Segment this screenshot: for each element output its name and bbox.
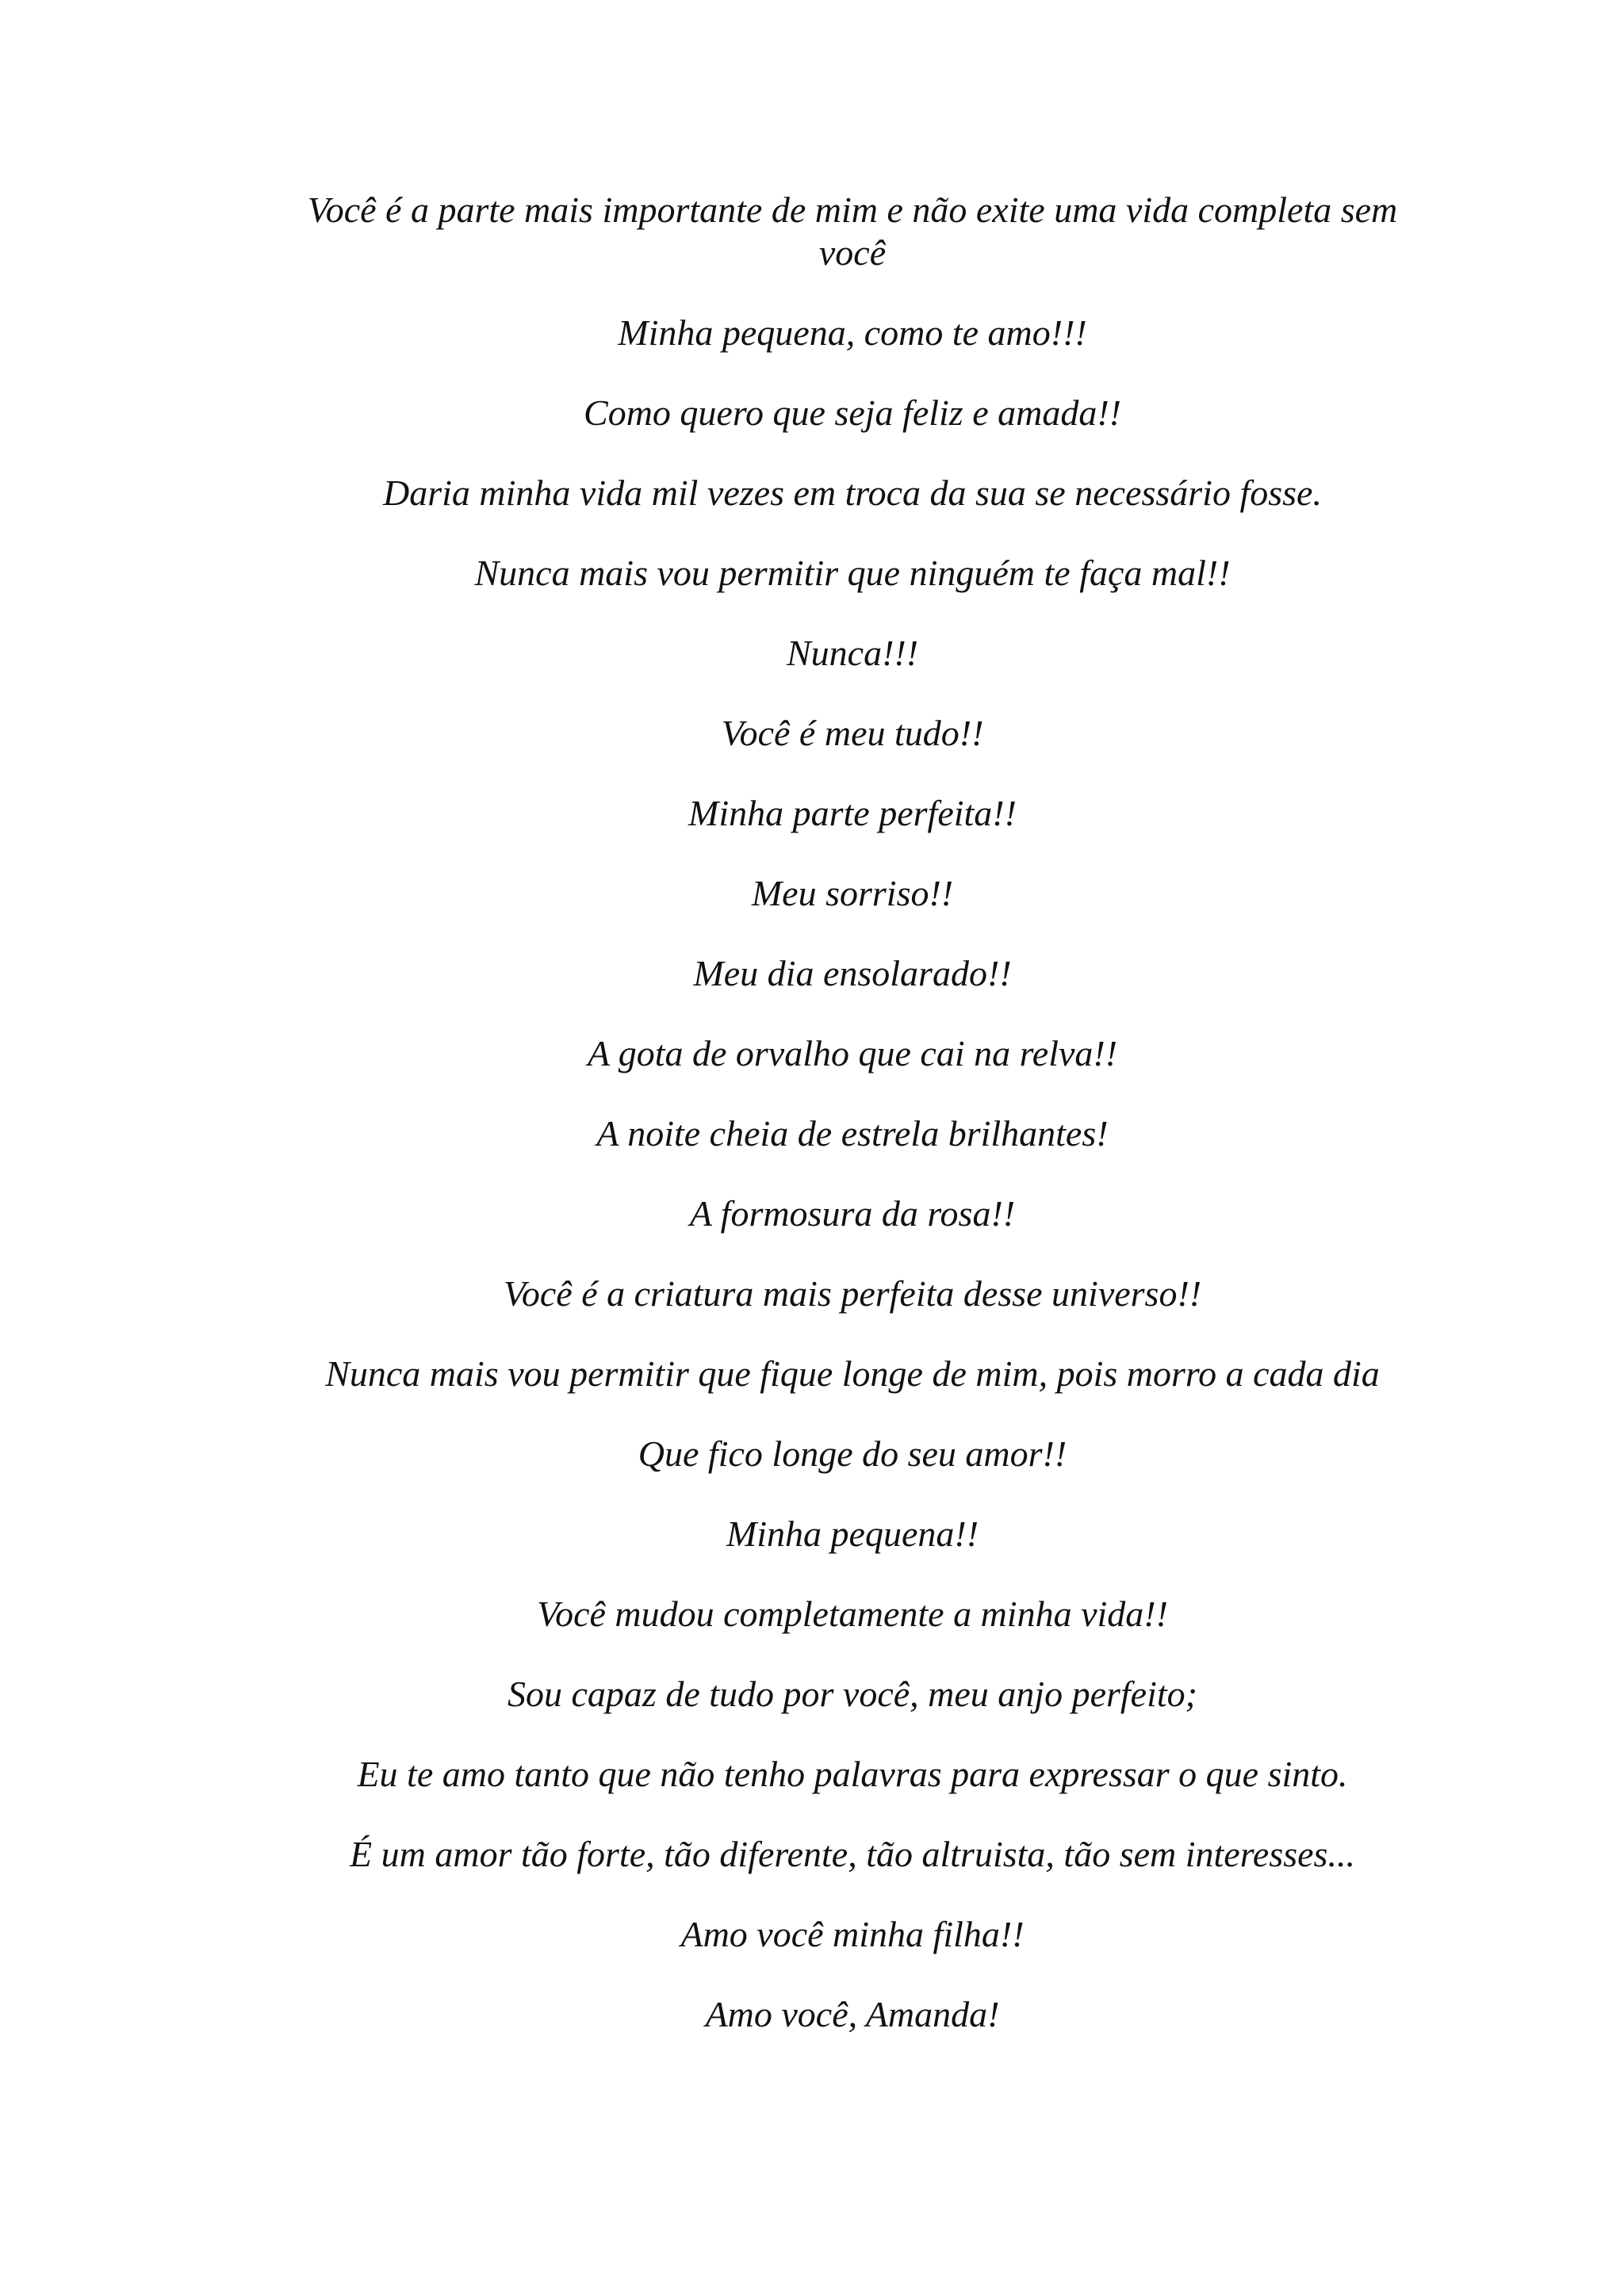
poem-line-14: Você é a criatura mais perfeita desse universo!! [503,1273,1202,1314]
poem-line-5: Nunca mais vou permitir que ninguém te faça mal!! [474,553,1231,593]
poem-line-12: A noite cheia de estrela brilhantes! [596,1113,1109,1154]
poem-line-11: A gota de orvalho que cai na relva!! [587,1033,1118,1073]
poem-line-22: Amo você minha filha!! [680,1914,1025,1954]
poem-line-19: Sou capaz de tudo por você, meu anjo perfeito; [508,1674,1197,1714]
poem-line-8: Minha parte perfeita!! [688,793,1017,833]
poem-line-4: Daria minha vida mil vezes em troca da sua se necessário fosse. [383,473,1322,513]
poem-line-6: Nunca!!! [786,633,919,673]
poem-line-10: Meu dia ensolarado!! [693,953,1012,993]
poem-line-21: É um amor tão forte, tão diferente, tão altruista, tão sem interesses... [350,1834,1355,1874]
poem-line-3: Como quero que seja feliz e amada!! [584,392,1121,433]
poem-line-1: Você é a parte mais importante de mim e não exite uma vida completa sem você [307,189,1398,273]
poem-line-15: Nunca mais vou permitir que fique longe de mim, pois morro a cada dia [325,1353,1380,1394]
poem-line-23: Amo você, Amanda! [705,1994,1000,2034]
poem-text [285,189,1419,2073]
poem-line-7: Você é meu tudo!! [721,713,984,753]
poem-line-17: Minha pequena!! [726,1513,979,1554]
poem-line-18: Você mudou completamente a minha vida!! [537,1594,1168,1634]
poem-line-20: Eu te amo tanto que não tenho palavras para expressar o que sinto. [357,1754,1348,1794]
poem-line-2: Minha pequena, como te amo!!! [618,312,1087,353]
poem-line-13: A formosura da rosa!! [689,1193,1016,1234]
poem-line-16: Que fico longe do seu amor!! [638,1433,1067,1474]
poem-line-9: Meu sorriso!! [751,873,954,913]
